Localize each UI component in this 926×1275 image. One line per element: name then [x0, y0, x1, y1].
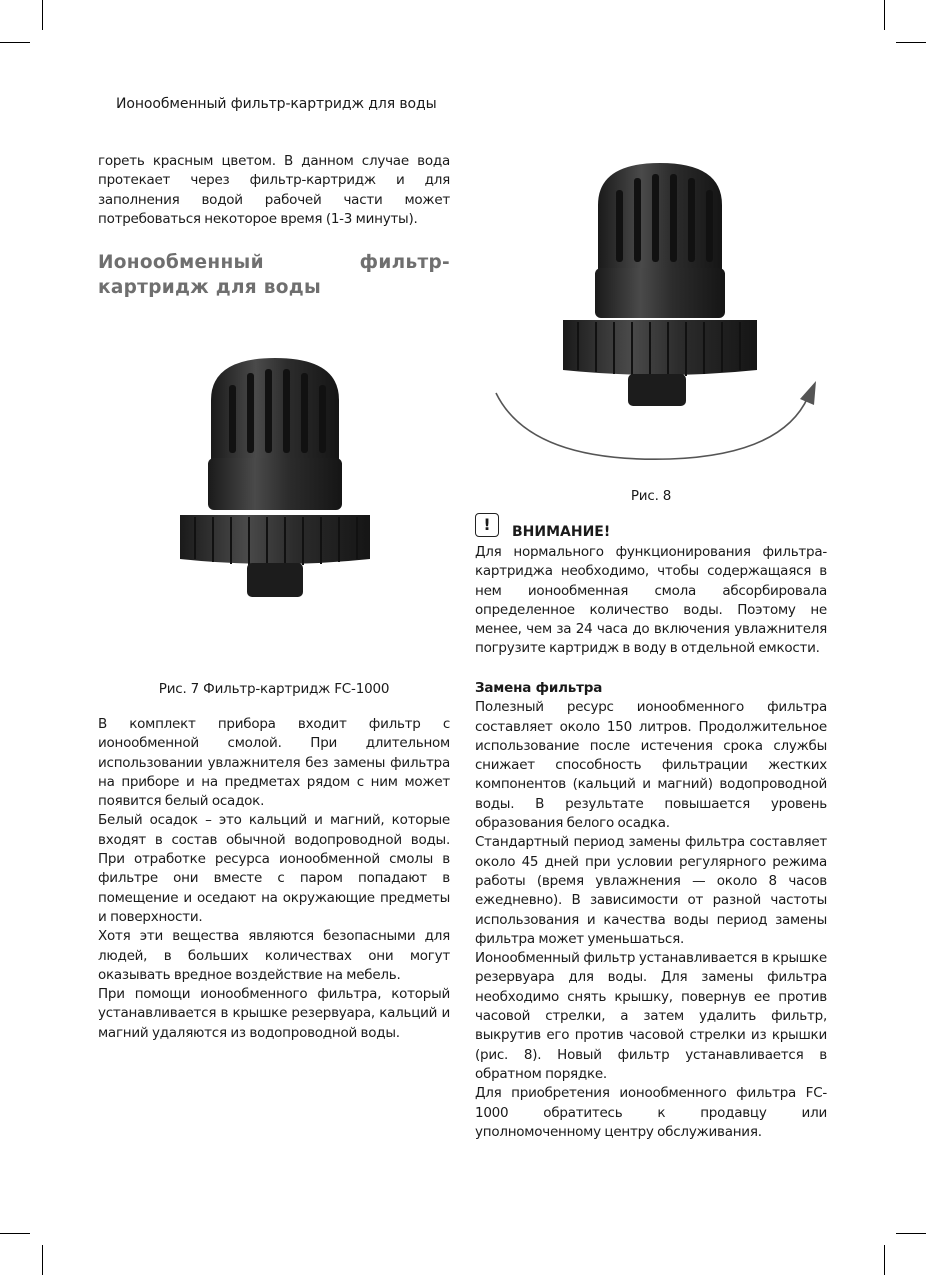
replacement-block [475, 679, 827, 1142]
replacement-paragraph: Полезный ресурс ионообменного фильтра составляет около 150 литров. Продолжительное использование после истечения срока службы снижает способность фильтрации жестких компонентов (кальций и магний) водопроводной воды. В результате повышается уровень образования белого осадка. [475, 699, 827, 832]
crop-mark [896, 42, 926, 43]
running-head: Ионообменный фильтр-картридж для воды [116, 96, 437, 112]
body-paragraph: При помощи ионообменного фильтра, который устанавливается в крышке резервуара, кальций и магний удаляются из водопроводной воды. [98, 986, 450, 1041]
crop-mark [884, 1245, 885, 1275]
warning-block [475, 543, 827, 659]
replacement-paragraph: Ионообменный фильтр устанавливается в крышке резервуара для воды. Для замены фильтра необходимо снять крышку, повернув ее против часовой стрелки, а затем удалить фильтр, выкрутив его против часовой стрелки из крышки (рис. 8). Новый фильтр устанавливается в обратном порядке. [475, 950, 827, 1082]
figure-7-caption: Рис. 7 Фильтр-картридж FC-1000 [158, 681, 390, 697]
crop-mark [0, 1233, 30, 1234]
crop-mark [42, 0, 43, 30]
crop-mark [42, 1245, 43, 1275]
figure-8-cartridge [560, 160, 760, 410]
replacement-paragraph: Стандартный период замены фильтра составляет около 45 дней при условии регулярного режима работы (время увлажнения — около 8 часов ежедневно). В зависимости от разной частоты использования и качества воды период замены фильтра может уменьшаться. [475, 834, 827, 947]
cartridge-ring [180, 515, 370, 564]
warning-title: ВНИМАНИЕ! [512, 524, 611, 540]
cartridge-nozzle [247, 563, 303, 597]
intro-paragraph: гореть красным цветом. В данном случае вода протекает через фильтр-картридж и для заполнения водой рабочей части может потребоваться некоторое время (1-3 минуты). [98, 153, 450, 227]
figure-7-cartridge [175, 355, 375, 600]
body-paragraph: В комплект прибора входит фильтр с ионообменной смолой. При длительном использовании увлажнителя без замены фильтра на приборе и на предметах рядом с ним может появится белый осадок. [98, 716, 450, 810]
figure-8-caption: Рис. 8 [630, 488, 672, 504]
replacement-paragraph: Для приобретения ионообменного фильтра FC-1000 обратитесь к продавцу или уполномоченному центру обслуживания. [475, 1085, 827, 1140]
crop-mark [896, 1233, 926, 1234]
replacement-title: Замена фильтра [475, 680, 603, 696]
rotation-arrowhead [800, 381, 816, 405]
rotation-arrow [490, 375, 820, 475]
crop-mark [0, 42, 30, 43]
cartridge-band [208, 458, 342, 510]
left-body [98, 715, 450, 1043]
cartridge-ring [563, 320, 757, 375]
body-paragraph: Хотя эти вещества являются безопасными для людей, в больших количествах они могут оказывать вредное воздействие на мебель. [98, 928, 450, 983]
warning-icon: ! [475, 513, 499, 537]
warning-text: Для нормального функционирования фильтра-картриджа необходимо, чтобы содержащаяся в нем ионообменная смола абсорбировала определенное количество воды. Поэтому не менее, чем за 24 часа до включения увлажнителя погрузите картридж в воду в отдельной емкости. [475, 544, 827, 657]
section-title: Ионообменный фильтр-картридж для воды [98, 252, 450, 298]
crop-mark [884, 0, 885, 30]
body-paragraph: Белый осадок – это кальций и магний, которые входят в состав обычной водопроводной воды. При отработке ресурса ионообменной смолы в фильтре они вместе с паром попадают в помещение и оседают на окружающие предметы и поверхности. [98, 812, 450, 925]
cartridge-band [595, 268, 725, 318]
intro-block [98, 152, 450, 229]
